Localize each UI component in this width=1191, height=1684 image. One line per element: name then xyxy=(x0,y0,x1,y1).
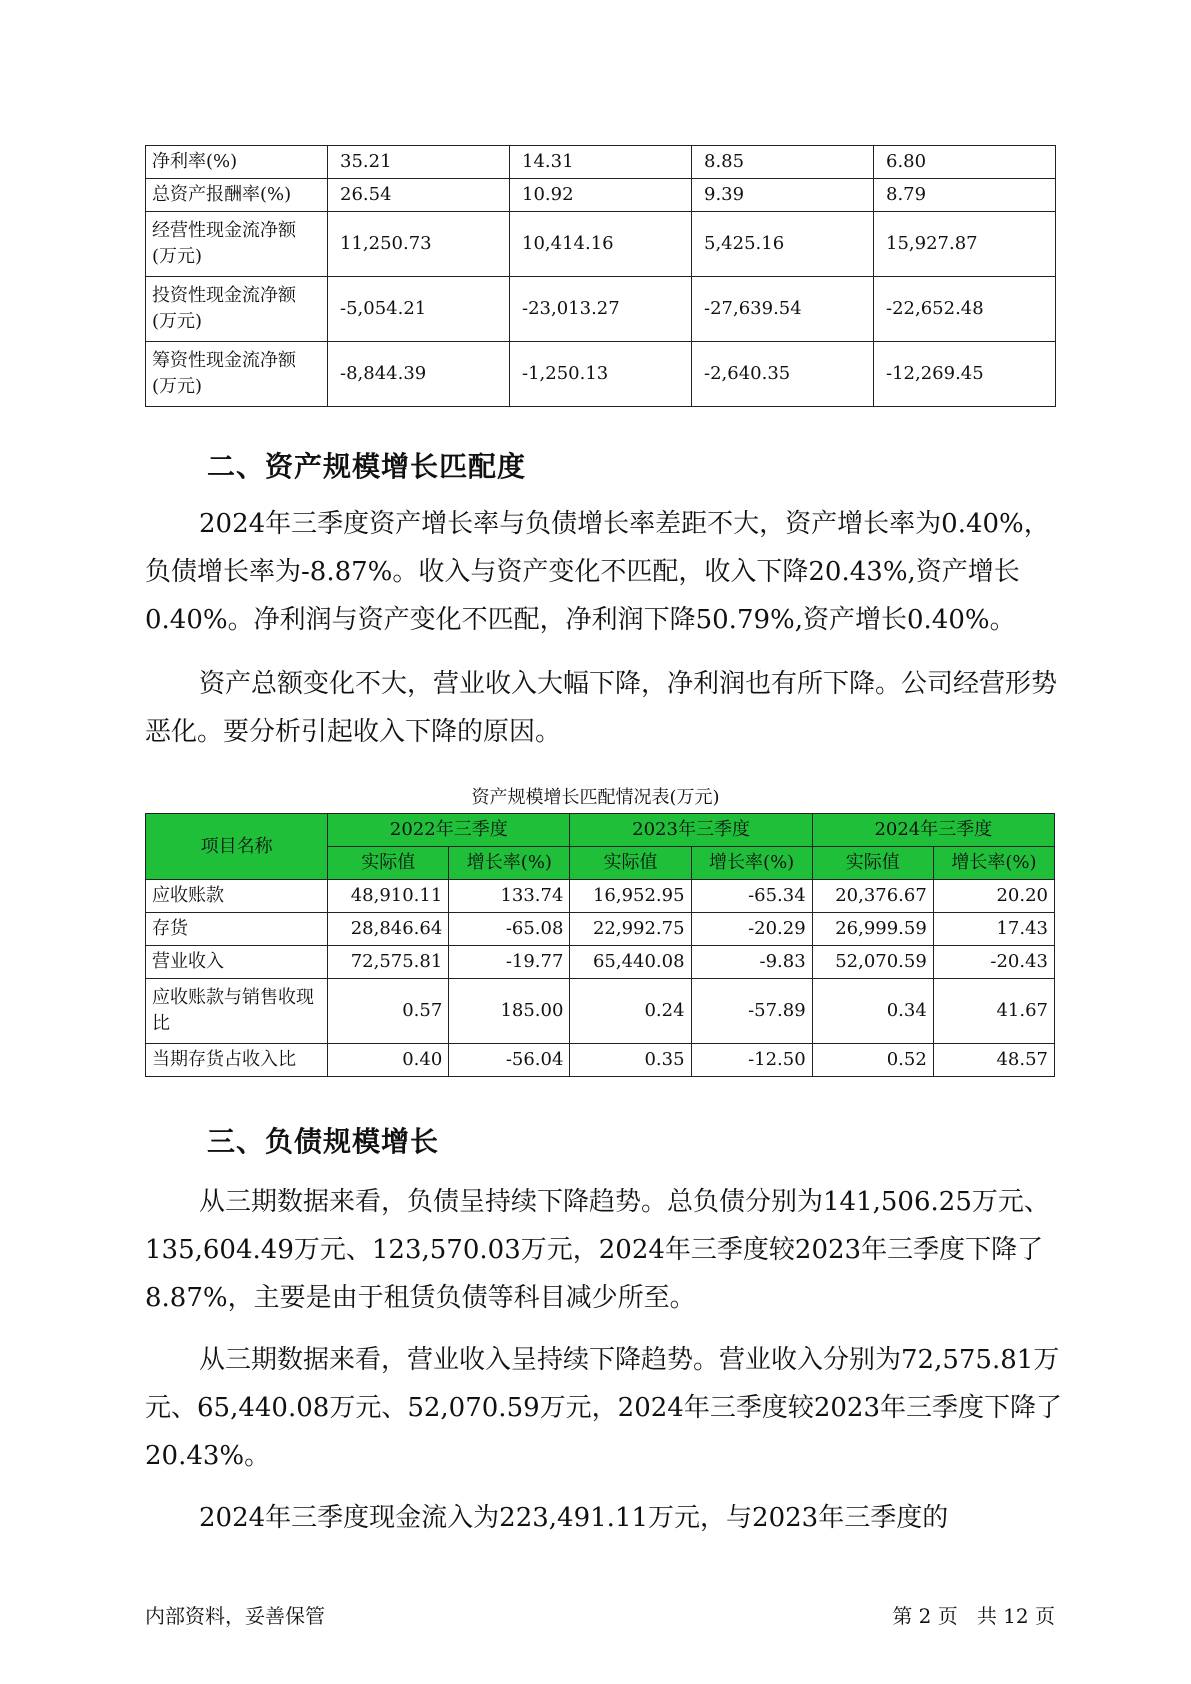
cell: 0.52 xyxy=(812,1044,933,1077)
cell: 72,575.81 xyxy=(328,946,449,979)
cell: 133.74 xyxy=(449,880,570,913)
cell: -23,013.27 xyxy=(510,277,692,342)
header-actual: 实际值 xyxy=(812,847,933,880)
table-row xyxy=(146,913,1055,946)
cell: 15,927.87 xyxy=(874,212,1056,277)
paragraph xyxy=(145,1336,1075,1480)
cell: 41.67 xyxy=(933,979,1054,1044)
table-row xyxy=(146,1044,1055,1077)
paragraph-text: 从三期数据来看，营业收入呈持续下降趋势。营业收入分别为72,575.81万元、65,440.08万元、52,070.59万元，2024年三季度较2023年三季度下降了20.43%。 xyxy=(145,1345,1062,1471)
table-row xyxy=(146,212,1056,277)
cell: -22,652.48 xyxy=(874,277,1056,342)
cell: -8,844.39 xyxy=(328,342,510,407)
cell: 48.57 xyxy=(933,1044,1054,1077)
row-label: 应收账款与销售收现比 xyxy=(146,979,328,1044)
row-label: 当期存货占收入比 xyxy=(146,1044,328,1077)
paragraph xyxy=(145,1494,1075,1542)
header-period: 2024年三季度 xyxy=(812,814,1054,847)
paragraph xyxy=(145,660,1075,756)
cell: -65.34 xyxy=(691,880,812,913)
cell: 10,414.16 xyxy=(510,212,692,277)
cell: 0.35 xyxy=(570,1044,691,1077)
cell: -2,640.35 xyxy=(692,342,874,407)
cell: -19.77 xyxy=(449,946,570,979)
footer-page-number: 第 2 页 共 12 页 xyxy=(892,1604,1055,1628)
cell: 28,846.64 xyxy=(328,913,449,946)
row-label: 筹资性现金流净额(万元) xyxy=(146,342,328,407)
cell: 65,440.08 xyxy=(570,946,691,979)
cell: 0.40 xyxy=(328,1044,449,1077)
paragraph xyxy=(145,500,1075,644)
table-row xyxy=(146,179,1056,212)
row-label: 经营性现金流净额(万元) xyxy=(146,212,328,277)
header-item-name: 项目名称 xyxy=(146,814,328,880)
cell: 35.21 xyxy=(328,146,510,179)
table-row xyxy=(146,277,1056,342)
table-row xyxy=(146,979,1055,1044)
paragraph-text: 从三期数据来看，负债呈持续下降趋势。总负债分别为141,506.25万元、135,604.49万元、123,570.03万元，2024年三季度较2023年三季度下降了8.87%，主要是由于租赁负债等科目减少所至。 xyxy=(145,1187,1050,1313)
cell: -5,054.21 xyxy=(328,277,510,342)
cell: -12,269.45 xyxy=(874,342,1056,407)
cell: -20.43 xyxy=(933,946,1054,979)
table-caption: 资产规模增长匹配情况表(万元) xyxy=(471,787,720,808)
header-period: 2023年三季度 xyxy=(570,814,812,847)
section-heading-liability-growth: 三、负债规模增长 xyxy=(207,1125,440,1158)
table-row xyxy=(146,880,1055,913)
cell: 20,376.67 xyxy=(812,880,933,913)
cell: 8.85 xyxy=(692,146,874,179)
cell: -27,639.54 xyxy=(692,277,874,342)
cell: 185.00 xyxy=(449,979,570,1044)
cell: -1,250.13 xyxy=(510,342,692,407)
asset-growth-match-table xyxy=(145,813,1055,1077)
cell: 16,952.95 xyxy=(570,880,691,913)
row-label: 应收账款 xyxy=(146,880,328,913)
row-label: 总资产报酬率(%) xyxy=(146,179,328,212)
table-row xyxy=(146,342,1056,407)
cell: 0.57 xyxy=(328,979,449,1044)
cell: 6.80 xyxy=(874,146,1056,179)
financial-ratios-table xyxy=(145,145,1056,407)
table-row xyxy=(146,946,1055,979)
paragraph xyxy=(145,1178,1075,1322)
cell: 10.92 xyxy=(510,179,692,212)
cell: -57.89 xyxy=(691,979,812,1044)
table-header-row xyxy=(146,814,1055,847)
cell: 11,250.73 xyxy=(328,212,510,277)
cell: 22,992.75 xyxy=(570,913,691,946)
cell: 26.54 xyxy=(328,179,510,212)
cell: -65.08 xyxy=(449,913,570,946)
cell: 52,070.59 xyxy=(812,946,933,979)
footer-confidential-note: 内部资料，妥善保管 xyxy=(145,1604,325,1628)
cell: 9.39 xyxy=(692,179,874,212)
row-label: 营业收入 xyxy=(146,946,328,979)
cell: 0.24 xyxy=(570,979,691,1044)
row-label: 投资性现金流净额(万元) xyxy=(146,277,328,342)
cell: 26,999.59 xyxy=(812,913,933,946)
paragraph-text: 2024年三季度现金流入为223,491.11万元，与2023年三季度的 xyxy=(199,1503,949,1533)
cell: 14.31 xyxy=(510,146,692,179)
header-growth: 增长率(%) xyxy=(449,847,570,880)
cell: 0.34 xyxy=(812,979,933,1044)
header-period: 2022年三季度 xyxy=(328,814,570,847)
paragraph-text: 资产总额变化不大，营业收入大幅下降，净利润也有所下降。公司经营形势恶化。要分析引起收入下降的原因。 xyxy=(145,669,1058,747)
cell: 48,910.11 xyxy=(328,880,449,913)
cell: 20.20 xyxy=(933,880,1054,913)
header-growth: 增长率(%) xyxy=(691,847,812,880)
paragraph-text: 2024年三季度资产增长率与负债增长率差距不大，资产增长率为0.40%，负债增长率为-8.87%。收入与资产变化不匹配，收入下降20.43%,资产增长0.40%。净利润与资产变化不匹配，净利润下降50.79%,资产增长0.40%。 xyxy=(145,509,1050,635)
section-heading-asset-growth: 二、资产规模增长匹配度 xyxy=(207,450,527,483)
cell: -56.04 xyxy=(449,1044,570,1077)
header-actual: 实际值 xyxy=(570,847,691,880)
cell: -12.50 xyxy=(691,1044,812,1077)
cell: 17.43 xyxy=(933,913,1054,946)
row-label: 存货 xyxy=(146,913,328,946)
header-growth: 增长率(%) xyxy=(933,847,1054,880)
cell: 8.79 xyxy=(874,179,1056,212)
table-row xyxy=(146,146,1056,179)
cell: -9.83 xyxy=(691,946,812,979)
cell: -20.29 xyxy=(691,913,812,946)
cell: 5,425.16 xyxy=(692,212,874,277)
header-actual: 实际值 xyxy=(328,847,449,880)
row-label: 净利率(%) xyxy=(146,146,328,179)
